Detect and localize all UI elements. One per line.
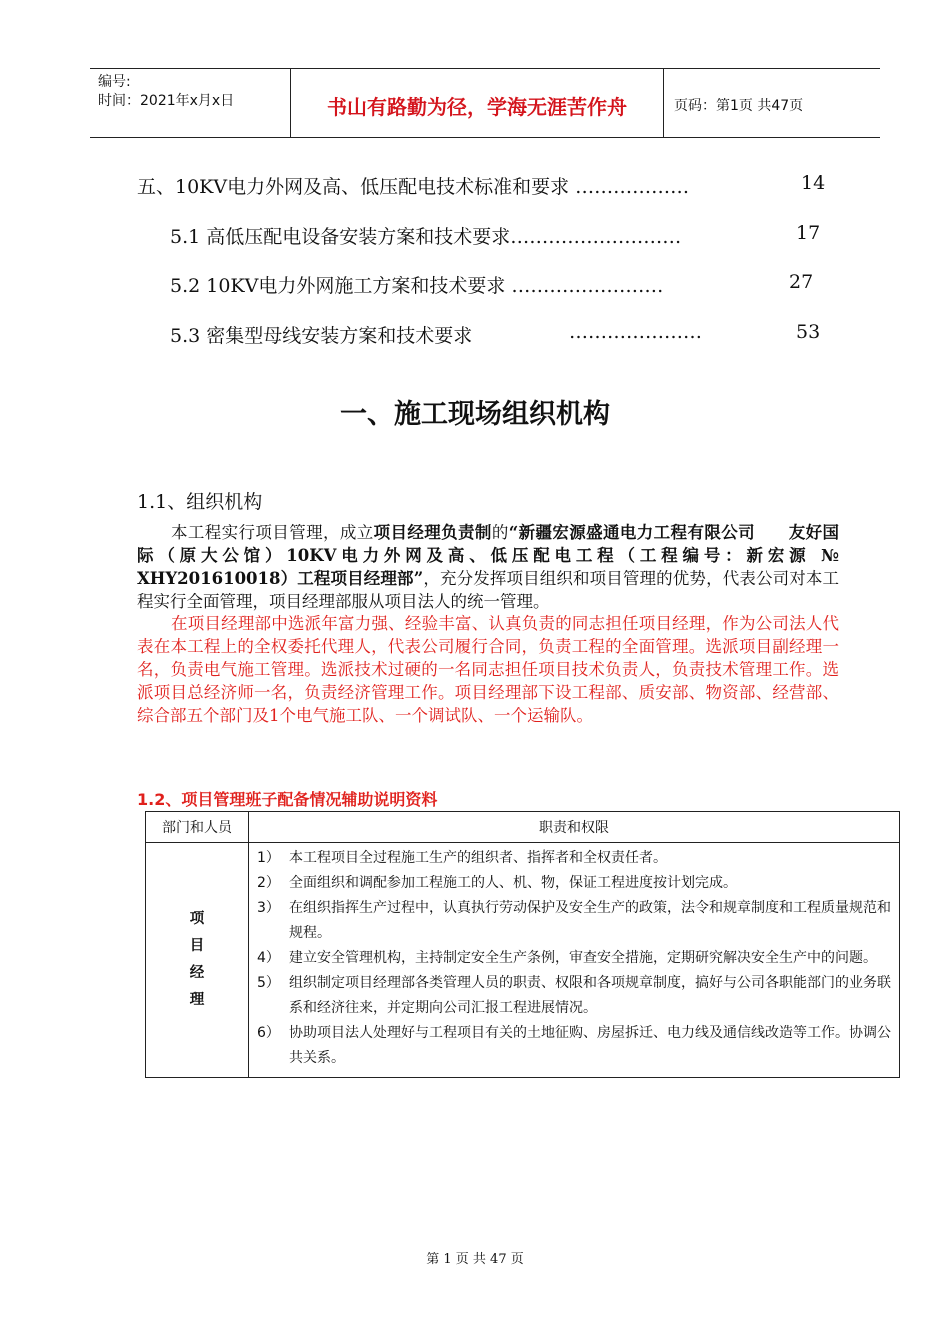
duty-number: 3） <box>257 900 280 916</box>
role-cell <box>146 843 249 1078</box>
bold-text-run: “新疆宏源盛通电力工程有限公司 友好国际（原大公馆）10KV电力外网及高、低压配电工程（工程编号：新宏源 № XHY201610018）工程项目经理部” <box>137 523 840 588</box>
duty-item <box>257 896 891 946</box>
role-char: 理 <box>189 992 205 1008</box>
role-char: 目 <box>189 938 205 954</box>
table-header-row <box>146 812 900 843</box>
column-header: 部门和人员 <box>146 812 249 843</box>
header-divider <box>663 69 664 137</box>
duty-text: 建立安全管理机构，主持制定安全生产条例，审查安全措施，定期研究解决安全生产中的问题。 <box>289 950 877 966</box>
duty-item <box>257 946 891 971</box>
toc-label: 5.1 高低压配电设备安装方案和技术要求……………………… <box>170 226 682 248</box>
text-run: 的 <box>491 523 509 542</box>
toc-page: 53 <box>796 321 821 343</box>
section-title: 一、施工现场组织机构 <box>340 399 610 430</box>
duty-number: 4） <box>257 950 280 966</box>
page-header <box>90 68 880 138</box>
paragraph-organization <box>137 521 839 613</box>
text-run: 本工程实行项目管理，成立 <box>171 523 374 542</box>
toc-label: 5.3 密集型母线安装方案和技术要求 <box>170 325 473 347</box>
header-page-info: 页码：第1页 共47页 <box>674 98 804 114</box>
duty-number: 1） <box>257 850 280 866</box>
header-meta <box>98 73 234 111</box>
subsection-title: 1.2、项目管理班子配备情况辅助说明资料 <box>137 790 438 809</box>
duty-number: 5） <box>257 975 280 991</box>
header-motto: 书山有路勤为径，学海无涯苦作舟 <box>327 95 627 119</box>
toc-entry <box>170 321 472 348</box>
toc-page: 17 <box>796 222 821 244</box>
paragraph-staffing: 在项目经理部中选派年富力强、经验丰富、认真负责的同志担任项目经理，作为公司法人代表在本工程上的全权委托代理人，代表公司履行合同，负责工程的全面管理。选派项目副经理一名，负责电气施工管理。选派技术过硬的一名同志担任项目技术负责人，负责技术管理工作。选派项目总经济师一名，负责经济管理工作。项目经理部下设工程部、质安部、物资部、经营部、综合部五个部门及1个电气施工队、一个调试队、一个运输队。 <box>137 614 839 725</box>
toc-entry <box>137 172 689 199</box>
duties-cell <box>249 843 900 1078</box>
text-run: ，充分发挥项目组织和项目管理的优势，代表公司对本工程实行全面管理，项目经理部服从项目法人的统一管理。 <box>137 569 839 611</box>
duty-text: 在组织指挥生产过程中，认真执行劳动保护及安全生产的政策，法令和规章制度和工程质量规范和规程。 <box>289 900 891 941</box>
role-char: 项 <box>189 911 205 927</box>
duty-text: 本工程项目全过程施工生产的组织者、指挥者和全权责任者。 <box>289 850 667 866</box>
duty-number: 6） <box>257 1025 280 1041</box>
toc-entry <box>170 271 663 298</box>
duty-text: 协助项目法人处理好与工程项目有关的土地征购、房屋拆迁、电力线及通信线改造等工作。协调公共关系。 <box>289 1025 891 1066</box>
column-header: 职责和权限 <box>249 812 900 843</box>
duty-item <box>257 871 891 896</box>
subsection-title: 1.1、组织机构 <box>137 491 263 513</box>
duty-number: 2） <box>257 875 280 891</box>
duty-item <box>257 971 891 1021</box>
duty-text: 组织制定项目经理部各类管理人员的职责、权限和各项规章制度，搞好与公司各职能部门的业务联系和经济往来，并定期向公司汇报工程进展情况。 <box>289 975 891 1016</box>
toc-page: 14 <box>801 172 826 194</box>
number-label: 编号: <box>98 74 131 90</box>
role-char: 经 <box>189 965 205 981</box>
toc-entry <box>170 222 681 249</box>
toc-label: 五、10KV电力外网及高、低压配电技术标准和要求 ……………… <box>137 176 690 198</box>
toc-dots: ………………… <box>569 321 702 343</box>
table-row <box>146 843 900 1078</box>
duty-item <box>257 846 891 871</box>
duty-item <box>257 1021 891 1071</box>
time-label: 时间：2021年x月x日 <box>98 93 235 109</box>
bold-text-run: 项目经理负责制 <box>373 523 492 542</box>
page-footer: 第 1 页 共 47 页 <box>426 1252 524 1267</box>
duty-table <box>145 811 900 1078</box>
toc-label: 5.2 10KV电力外网施工方案和技术要求 …………………… <box>170 275 664 297</box>
duty-text: 全面组织和调配参加工程施工的人、机、物，保证工程进度按计划完成。 <box>289 875 737 891</box>
toc-page: 27 <box>789 271 814 293</box>
